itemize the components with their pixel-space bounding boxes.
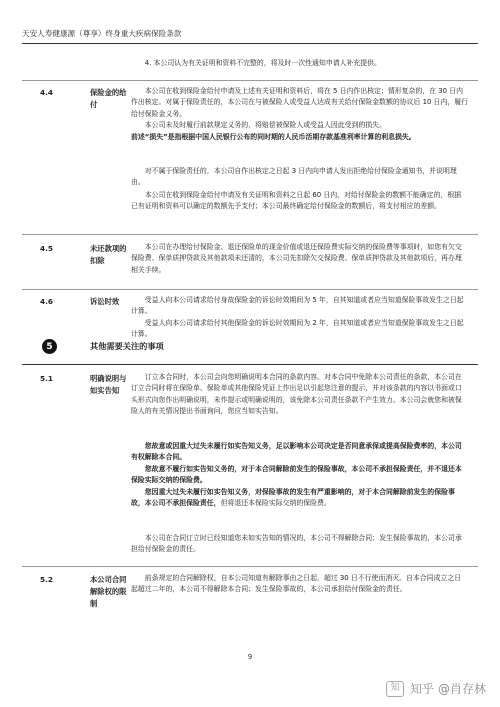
clause-4-4-para-5: 本公司在收到保险金给付申请及有关证明和资料之日起 60 日内，对给付保险金的数额不能确定的，根据已有证明和资料可以确定的数额先予支付；本公司最终确定给付保险金的数额后，将支付相应的差额。 (131, 191, 462, 211)
section-title: 其他需要关注的事项 (90, 341, 164, 351)
clause-number-4-6: 4.6 (40, 297, 53, 306)
section-divider (22, 234, 478, 235)
section-divider (22, 566, 478, 567)
clause-number-4-5: 4.5 (40, 244, 53, 253)
clause-5-1-para-2: 您故意或因重大过失未履行如实告知义务，足以影响本公司决定是否同意承保或提高保险费率的，本公司有权解除本合同。 (131, 442, 462, 462)
clause-title-4-6: 诉讼时效 (90, 297, 120, 306)
clause-4-6-para-1: 受益人向本公司请求给付身故保险金的诉讼时效期间为 5 年，自其知道或者应当知道保险事故发生之日起计算。 (131, 296, 464, 316)
clause-5-2-para-1: 前条规定的合同解除权，自本公司知道有解除事由之日起，超过 30 日不行使而消灭。自本合同成立之日起超过二年的，本公司不得解除本合同；发生保险事故的，本公司承担给付保险金的责任。 (131, 574, 462, 594)
clause-5-1-para-5: 本公司在合同订立时已经知道您未如实告知的情况的，本公司不得解除合同；发生保险事故的，本公司承担给付保险金的责任。 (131, 534, 462, 554)
clause-4-6-para-2: 受益人向本公司请求给付其他保险金的诉讼时效期间为 2 年，自其知道或者应当知道保险事故发生之日起计算。 (131, 319, 464, 339)
clause-5-1-para-4 (131, 487, 468, 510)
watermark-text: 知乎 @肖存林 (410, 682, 486, 696)
clause-title-5-2: 本公司合同解除权的限制 (90, 575, 127, 608)
zhihu-icon: 知 (386, 681, 404, 697)
clause-5-1-para-4-normal: 但将退还本保险实际交纳的保险费。 (220, 499, 331, 508)
clause-title-4-4: 保险金的给付 (90, 88, 127, 109)
section-divider (22, 364, 478, 365)
header-title: 天安人寿健康源（尊享）终身重大疾病保险条款 (22, 29, 182, 38)
section-divider (22, 289, 478, 290)
clause-4-4-para-4: 对不属于保险责任的，本公司自作出核定之日起 3 日内向申请人发出拒绝给付保险金通知书，并说明理由。 (131, 167, 457, 187)
clause-4-5-para-1: 本公司在办理给付保险金、退还保险单的现金价值或退还保险费实际交纳的保险费等事项时，如您有欠交保险费、保单质押贷款及其他款项未还清的，本公司先扣除欠交保险费、保单质押贷款及其他款项后，再办理相关手续。 (131, 243, 462, 274)
watermark (386, 680, 486, 697)
clause-number-4-4: 4.4 (40, 88, 53, 97)
page-number: 9 (247, 653, 253, 661)
section-number-badge: 5 (42, 339, 57, 354)
clause-title-4-5: 未还款项的扣除 (90, 244, 127, 265)
page-header (22, 28, 478, 44)
clause-title-5-1: 明确说明与如实告知 (90, 374, 127, 395)
clause-4-4-para-1: 本公司在收到保险金给付申请及上述有关证明和资料后，将在 5 日内作出核定；情形复杂的，在 30 日内作出核定。对属于保险责任的，本公司在与被保险人或受益人达成有关给付保险金数额的协议后 10 日内，履行给付保险金义务。 (131, 87, 469, 118)
clause-number-5-1: 5.1 (40, 374, 53, 383)
clause-number-5-2: 5.2 (40, 575, 53, 584)
clause-4-4-para-2: 本公司未及时履行前款规定义务的，将赔偿被保险人或受益人因此受到的损失。 (144, 121, 386, 129)
clause-4-4-para-3: 前述“损失”是指根据中国人民银行公布的同时期的人民币活期存款基准利率计算的利息损失。 (131, 133, 416, 141)
section-divider (22, 80, 478, 81)
clause-5-1-para-3: 您故意不履行如实告知义务的，对于本合同解除前发生的保险事故，本公司不承担保险责任，并不退还本保险实际交纳的保险费。 (131, 465, 462, 485)
clause-5-1-para-4-bold: 您因重大过失未履行如实告知义务，对保险事故的发生有严重影响的，对于本合同解除前发生的保险事故，本公司不承担保险责任， (131, 488, 455, 508)
clause-5-1-para-1: 订立本合同时，本公司会向您明确说明本合同的条款内容。对本合同中免除本公司责任的条款，本公司在订立合同时将在保险单、保险单或其他保险凭证上作出足以引起您注意的提示，并对该条款的内容以书面或口头形式向您作出明确说明，未作提示或明确说明的，该免除本公司责任条款不产生效力。本公司会就您和被保险人的有关情况提出书面询问，您应当如实告知。 (131, 373, 462, 416)
intro-line: 4. 本公司认为有关证明和资料不完整的，将及时一次性通知申请人补充提供。 (144, 59, 381, 67)
